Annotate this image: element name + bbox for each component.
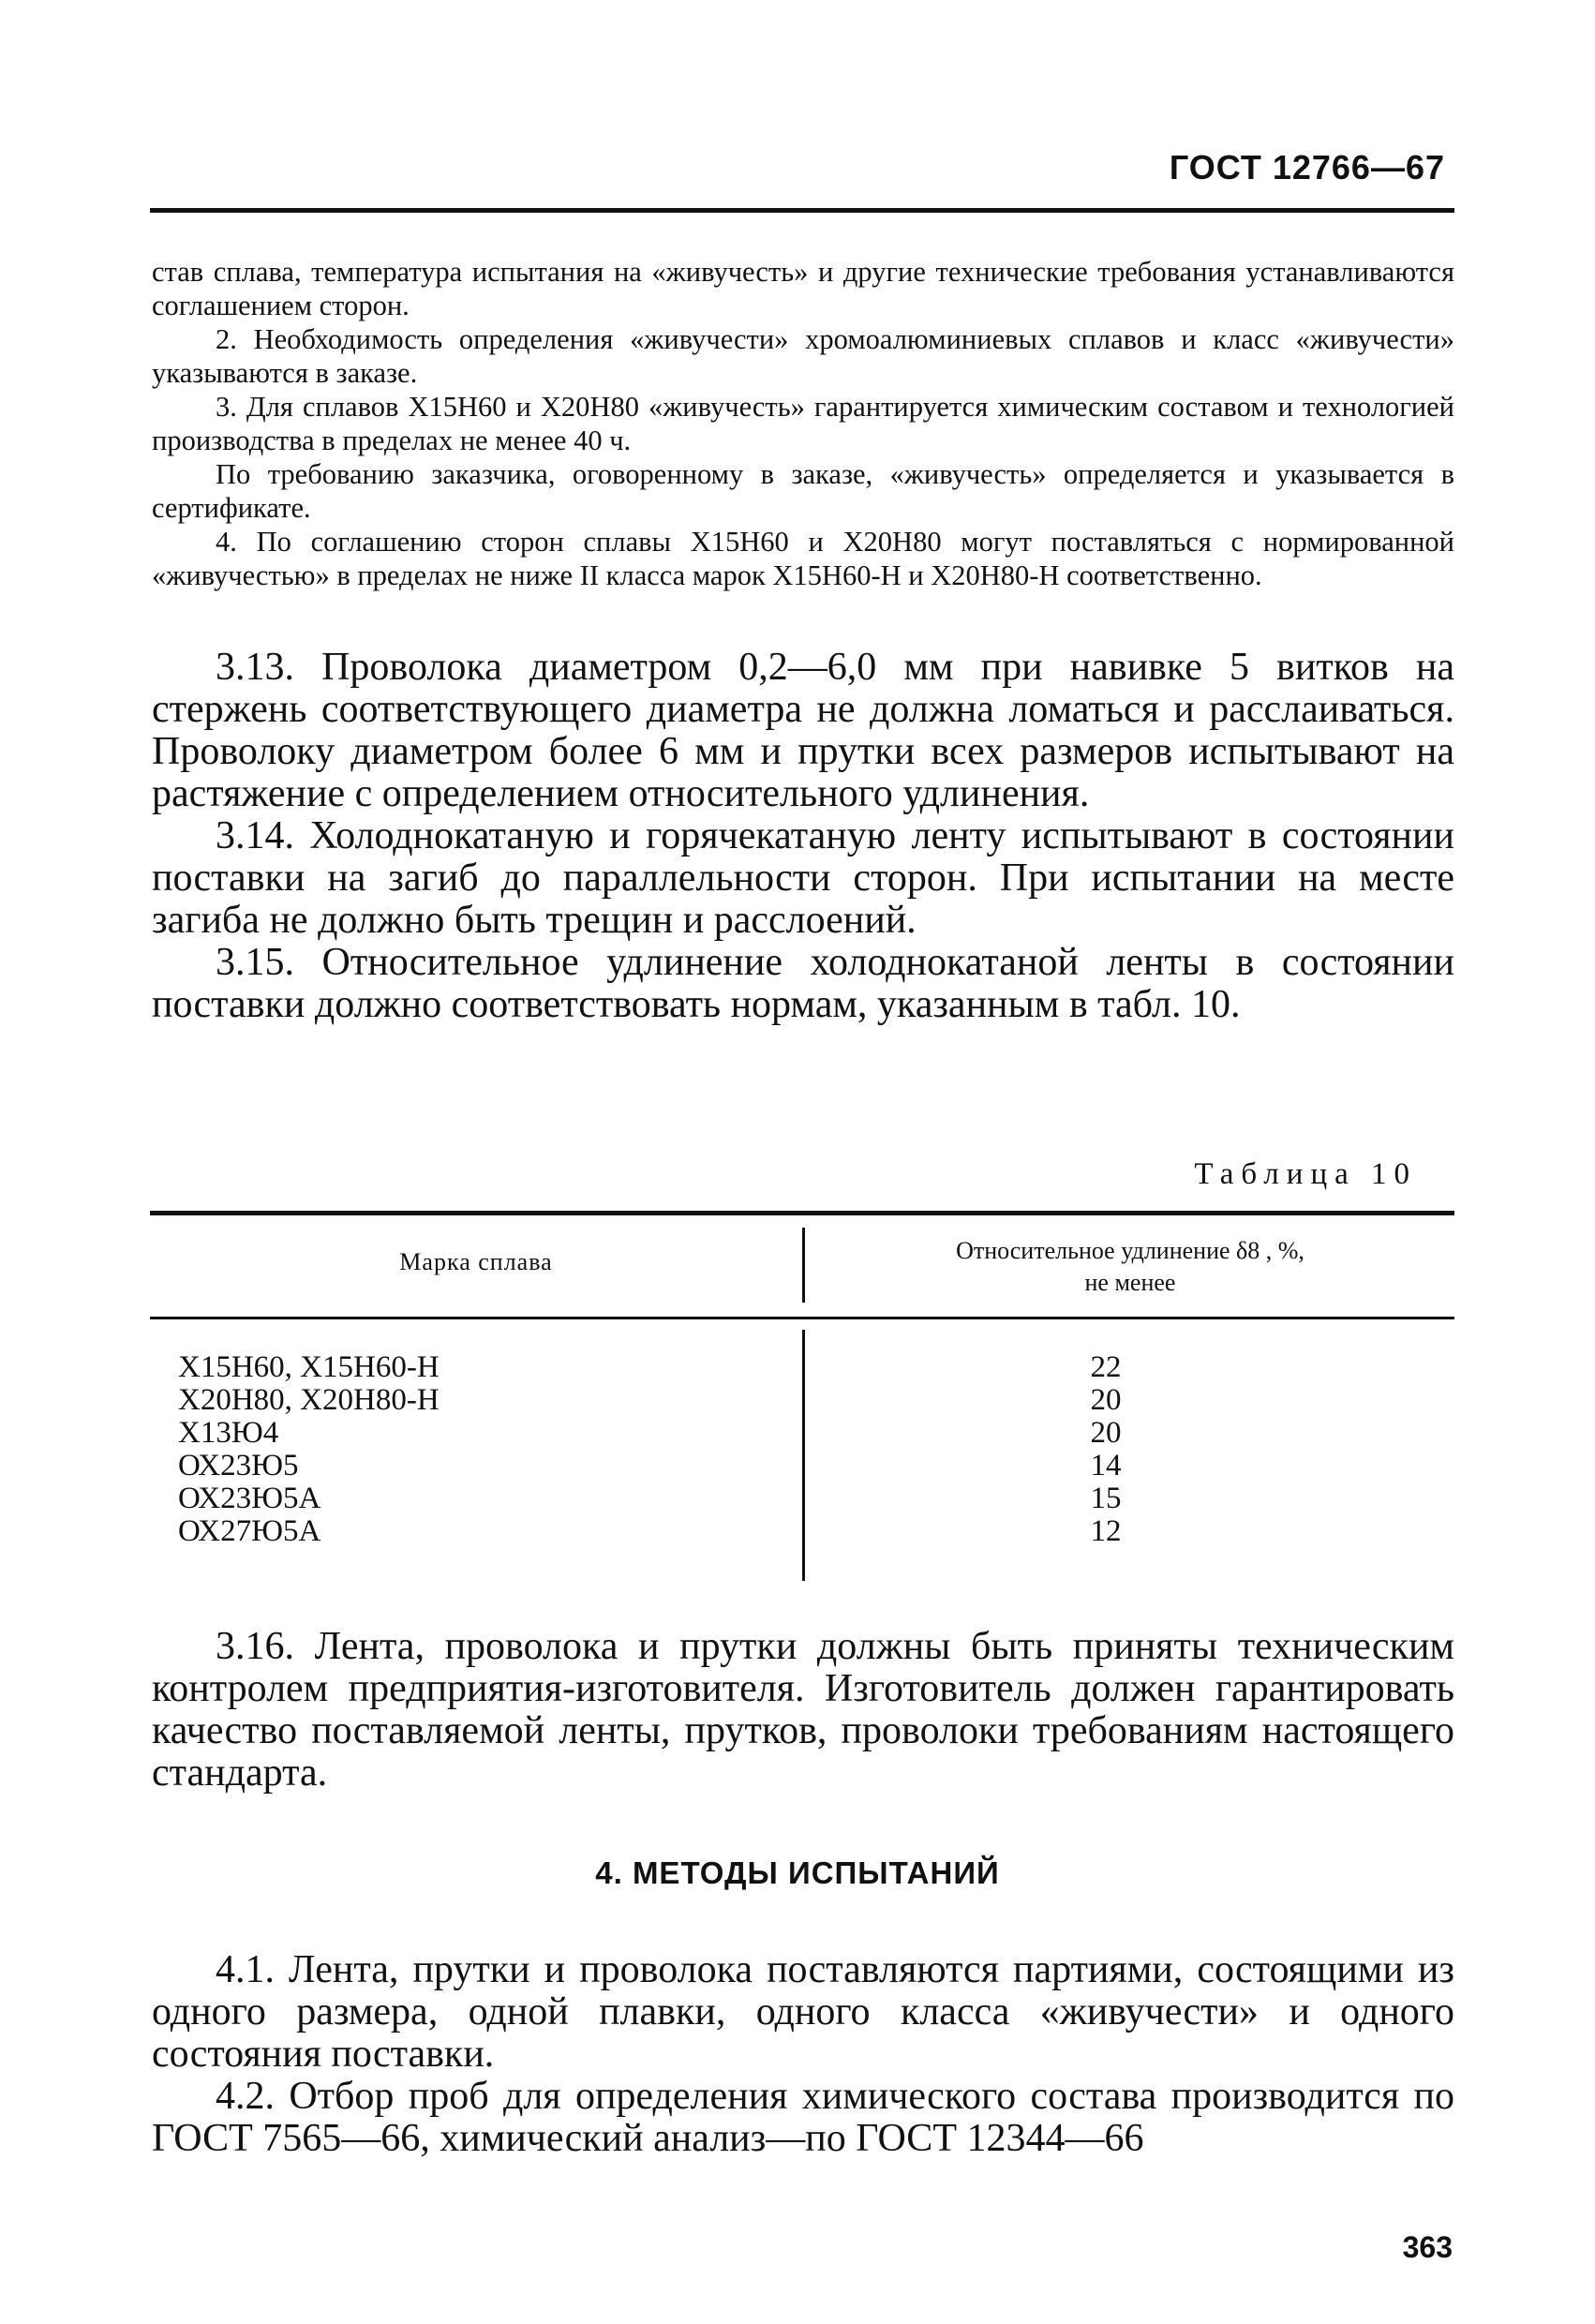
notes-block xyxy=(152,255,1454,592)
table-header-elongation-line2: не менее xyxy=(1084,1269,1176,1296)
clause-3-13: 3.13. Проволока диаметром 0,2—6,0 мм при навивке 5 витков на стержень соответствующего диаметра не должна ломаться и расслаиваться. Проволоку диаметром более 6 мм и прутки всех размеров испытывают на растяжение с определением относительного удлинения. xyxy=(152,646,1454,815)
clause-4-2: 4.2. Отбор проб для определения химического состава производится по ГОСТ 7565—66, химический анализ—по ГОСТ 12344—66 xyxy=(152,2075,1454,2160)
cell-elongation: 20 xyxy=(1090,1416,1122,1450)
cell-elongation: 22 xyxy=(1090,1350,1122,1384)
section-4-title: 4. МЕТОДЫ ИСПЫТАНИЙ xyxy=(595,1855,1000,1890)
table-body xyxy=(150,1351,1454,1548)
note-continuation: став сплава, температура испытания на «живучесть» и другие технические требования устанавливаются соглашением сторон. xyxy=(152,256,1454,321)
table-header-divider xyxy=(802,1228,805,1303)
cell-grade: Х15Н60, Х15Н60-Н xyxy=(178,1350,440,1384)
note-4: 4. По соглашению сторон сплавы Х15Н60 и Х20Н80 могут поставляться с нормированной «живучестью» в пределах не ниже II класса марок Х15Н60-Н и Х20Н80-Н соответственно. xyxy=(152,526,1454,591)
header-rule xyxy=(150,208,1454,213)
cell-grade: ОХ23Ю5 xyxy=(178,1449,299,1482)
document-code: ГОСТ 12766—67 xyxy=(1169,148,1445,186)
table-header-elongation xyxy=(806,1235,1454,1299)
section-4-body xyxy=(152,1949,1454,2160)
cell-elongation: 20 xyxy=(1090,1383,1122,1417)
clause-3-14: 3.14. Холоднокатаную и горячекатаную ленту испытывают в состоянии поставки на загиб до параллельности сторон. При испытании на месте загиба не должно быть трещин и расслоений. xyxy=(152,814,1454,942)
cell-grade: ОХ27Ю5А xyxy=(178,1514,321,1548)
elongation-table xyxy=(150,1211,1454,1581)
table-caption: Таблица 10 xyxy=(1194,1157,1417,1191)
table-row xyxy=(150,1515,1454,1548)
table-row xyxy=(150,1450,1454,1482)
cell-elongation: 12 xyxy=(1090,1514,1122,1548)
table-row xyxy=(150,1351,1454,1384)
note-2: 2. Необходимость определения «живучести» хромоалюминиевых сплавов и класс «живучести» указываются в заказе. xyxy=(152,323,1454,389)
clause-3-15: 3.15. Относительное удлинение холоднокатаной ленты в состоянии поставки должно соответствовать нормам, указанным в табл. 10. xyxy=(152,941,1454,1026)
cell-elongation: 15 xyxy=(1090,1482,1122,1515)
table-row xyxy=(150,1482,1454,1515)
cell-elongation: 14 xyxy=(1090,1449,1122,1482)
clauses-3-13-to-3-15 xyxy=(152,647,1454,1026)
table-header-grade: Марка сплава xyxy=(399,1248,553,1275)
table-top-rule xyxy=(150,1211,1454,1215)
table-header-elongation-line1: Относительное удлинение δ8 , %, xyxy=(956,1237,1304,1264)
table-header-rule xyxy=(150,1317,1454,1319)
cell-grade: ОХ23Ю5А xyxy=(178,1482,321,1515)
table-row xyxy=(150,1384,1454,1417)
clause-3-16-block xyxy=(152,1626,1454,1795)
table-row xyxy=(150,1417,1454,1450)
cell-grade: Х20Н80, Х20Н80-Н xyxy=(178,1383,440,1417)
cell-grade: Х13Ю4 xyxy=(178,1416,279,1450)
clause-4-1: 4.1. Лента, прутки и проволока поставляются партиями, состоящими из одного размера, одной плавки, одного класса «живучести» и одного состояния поставки. xyxy=(152,1948,1454,2076)
note-3-addendum: По требованию заказчика, оговоренному в заказе, «живучесть» определяется и указывается в сертификате. xyxy=(152,458,1454,524)
note-3: 3. Для сплавов Х15Н60 и Х20Н80 «живучесть» гарантируется химическим составом и технологией производства в пределах не менее 40 ч. xyxy=(152,391,1454,456)
clause-3-16: 3.16. Лента, проволока и прутки должны быть приняты техническим контролем предприятия-изготовителя. Изготовитель должен гарантировать качество поставляемой ленты, прутков, проволоки требованиям настоящего стандарта. xyxy=(152,1625,1454,1795)
page-number: 363 xyxy=(1402,2230,1453,2264)
